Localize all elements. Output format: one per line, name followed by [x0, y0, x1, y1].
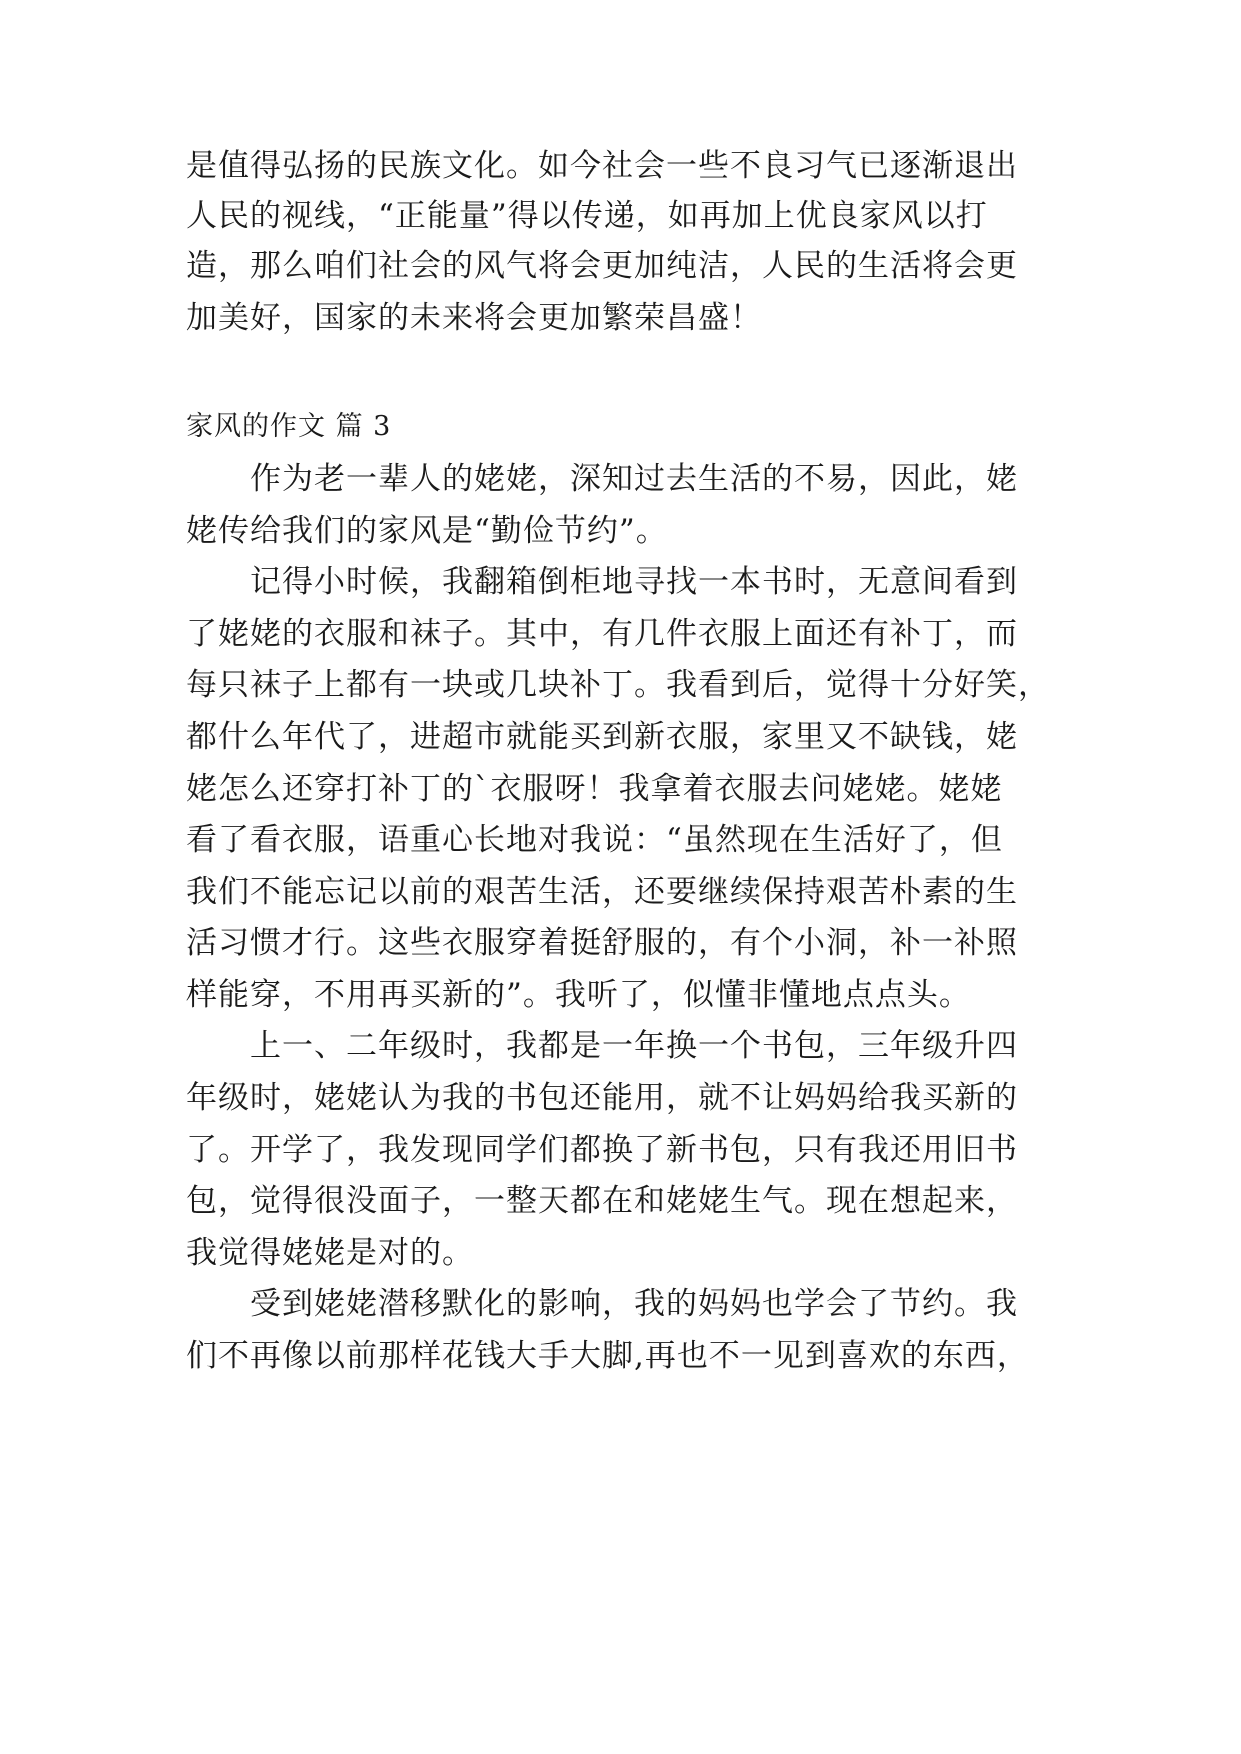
text-line: 是值得弘扬的民族文化。如今社会一些不良习气已逐渐退出: [186, 148, 1018, 184]
text-line: 样能穿，不用再买新的”。我听了，似懂非懂地点点头。: [186, 977, 971, 1013]
text-line: 每只袜子上都有一块或几块补丁。我看到后，觉得十分好笑，: [186, 667, 1050, 703]
text-line: 了。开学了，我发现同学们都换了新书包，只有我还用旧书: [186, 1132, 1018, 1168]
text-line: 姥传给我们的家风是“勤俭节约”。: [186, 513, 668, 549]
text-line: 们不再像以前那样花钱大手大脚,再也不一见到喜欢的东西，: [186, 1338, 1029, 1374]
text-line: 年级时，姥姥认为我的书包还能用，就不让妈妈给我买新的: [186, 1080, 1018, 1116]
text-line: 我们不能忘记以前的艰苦生活，还要继续保持艰苦朴素的生: [186, 874, 1018, 910]
text-line: 上一、二年级时，我都是一年换一个书包，三年级升四: [186, 1028, 1018, 1064]
text-line: 加美好，国家的未来将会更加繁荣昌盛！: [186, 300, 762, 336]
text-line: 人民的视线，“正能量”得以传递，如再加上优良家风以打: [186, 198, 988, 234]
text-line: 了姥姥的衣服和袜子。其中，有几件衣服上面还有补丁，而: [186, 616, 1018, 652]
text-line: 受到姥姥潜移默化的影响，我的妈妈也学会了节约。我: [186, 1286, 1018, 1322]
text-line: 看了看衣服，语重心长地对我说：“虽然现在生活好了，但: [186, 822, 1003, 858]
text-line: 记得小时候，我翻箱倒柜地寻找一本书时，无意间看到: [186, 564, 1018, 600]
section-heading: 家风的作文 篇 3: [186, 411, 392, 442]
text-line: 包，觉得很没面子，一整天都在和姥姥生气。现在想起来，: [186, 1183, 1018, 1219]
text-line: 造，那么咱们社会的风气将会更加纯洁，人民的生活将会更: [186, 248, 1018, 284]
text-line: 活习惯才行。这些衣服穿着挺舒服的，有个小洞，补一补照: [186, 925, 1018, 961]
text-line: 都什么年代了，进超市就能买到新衣服，家里又不缺钱，姥: [186, 719, 1018, 755]
text-line: 作为老一辈人的姥姥，深知过去生活的不易，因此，姥: [186, 461, 1018, 497]
text-line: 姥怎么还穿打补丁的`衣服呀！我拿着衣服去问姥姥。姥姥: [186, 771, 1003, 807]
text-line: 我觉得姥姥是对的。: [186, 1235, 474, 1271]
